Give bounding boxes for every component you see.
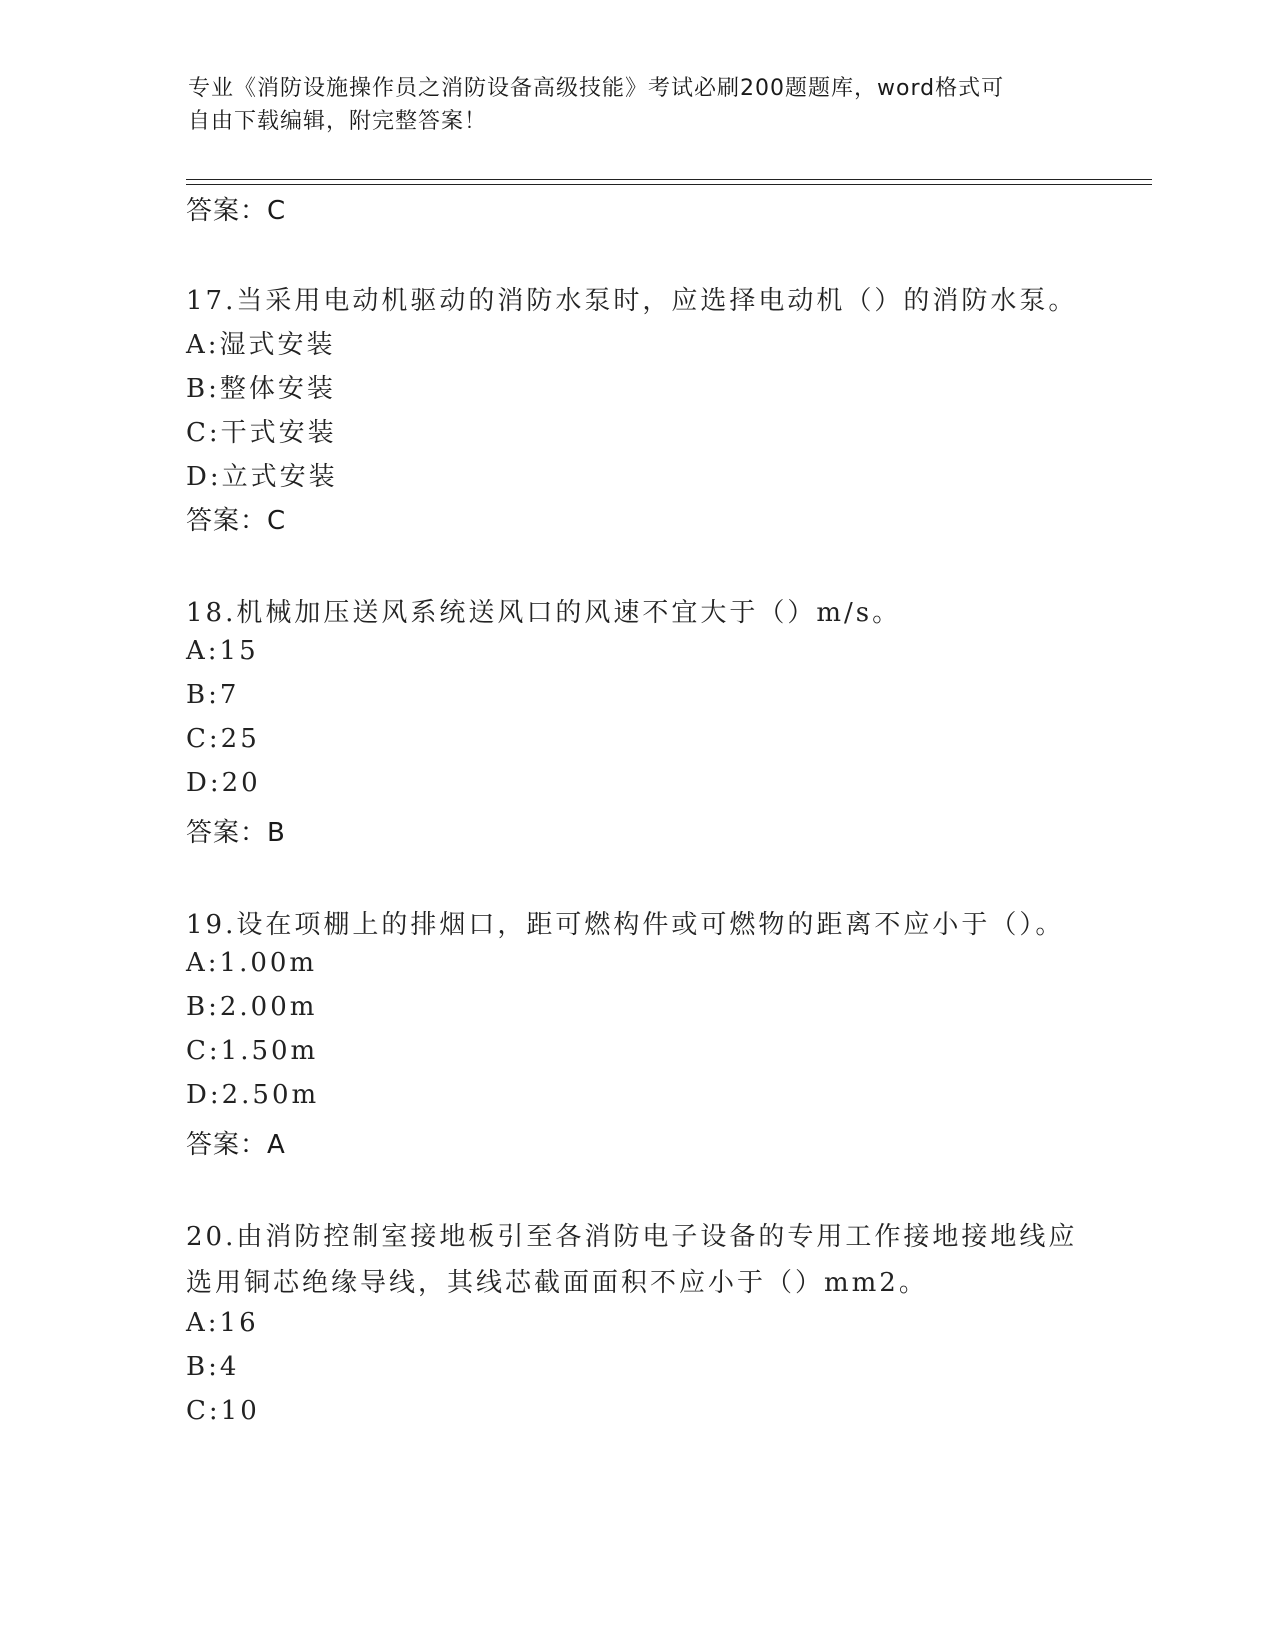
option-c: C:25 (186, 724, 260, 754)
question-20-line-1: 20.由消防控制室接地板引至各消防电子设备的专用工作接地接地线应 (186, 1222, 1078, 1252)
option-b: B:7 (186, 680, 240, 710)
option-c: C:1.50m (186, 1036, 319, 1066)
header-divider-bottom (186, 184, 1152, 185)
option-b: B:2.00m (186, 992, 318, 1022)
question-19: 19.设在项棚上的排烟口，距可燃构件或可燃物的距离不应小于（）。 (186, 910, 1065, 940)
header-divider-top (186, 179, 1152, 180)
answer-line: 答案：C (186, 196, 287, 226)
question-18: 18.机械加压送风系统送风口的风速不宜大于（）m/s。 (186, 598, 902, 628)
option-a: A:1.00m (186, 948, 318, 978)
option-c: C:10 (186, 1396, 260, 1426)
answer-line: 答案：C (186, 506, 287, 536)
header-line-2: 自由下载编辑，附完整答案！ (188, 109, 488, 134)
answer-line: 答案：A (186, 1130, 286, 1160)
option-b: B:4 (186, 1352, 240, 1382)
question-20-line-2: 选用铜芯绝缘导线，其线芯截面面积不应小于（）mm2。 (186, 1268, 928, 1298)
option-d: D:2.50m (186, 1080, 320, 1110)
answer-line: 答案：B (186, 818, 286, 848)
option-d: D:立式安装 (186, 462, 338, 492)
option-a: A:湿式安装 (186, 330, 336, 360)
option-a: A:15 (186, 636, 259, 666)
document-header (188, 72, 1088, 138)
option-b: B:整体安装 (186, 374, 336, 404)
option-d: D:20 (186, 768, 261, 798)
option-c: C:干式安装 (186, 418, 337, 448)
header-line-1: 专业《消防设施操作员之消防设备高级技能》考试必刷200题题库，word格式可 (188, 76, 1005, 101)
question-17: 17.当采用电动机驱动的消防水泵时，应选择电动机（）的消防水泵。 (186, 286, 1078, 316)
option-a: A:16 (186, 1308, 259, 1338)
